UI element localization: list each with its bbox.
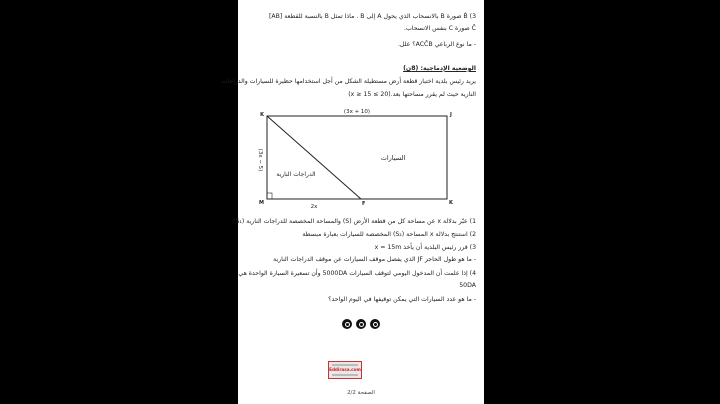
- question-1: 1) عبّر بدلالة x عن مساحة كل من قطعة الأرض (S) والمساحة المخصصة للدراجات النارية (S₁): [233, 218, 476, 225]
- site-stamp: [328, 361, 362, 379]
- divider-line: [267, 116, 361, 199]
- q3-line-2: Ĉ صورة C بنفس الانسحاب.: [404, 25, 476, 32]
- situation-title: الوضعية الإدماجية: (8ن): [403, 65, 476, 72]
- point-top-left: K: [260, 112, 264, 118]
- parking-diagram: [238, 108, 484, 213]
- question-3-sub: - ما هو طول الحاجز JF الذي يفصل موقف السيارات عن موقف الدراجات النارية: [273, 256, 476, 263]
- lot-rectangle: [267, 116, 447, 199]
- ornament-dot: [342, 319, 352, 329]
- stamp-text: Eddirasa.com: [329, 367, 361, 372]
- separator-ornament: [342, 319, 380, 329]
- question-4-price: 50DA: [459, 282, 476, 289]
- left-dimension: (3x − 5): [257, 148, 263, 172]
- point-top-right: J: [450, 112, 452, 118]
- point-bottom-right: K: [449, 200, 453, 206]
- point-bottom-mid: F: [362, 201, 366, 207]
- cars-area-label: السيارات: [380, 154, 406, 162]
- situation-intro-line-2: النارية حيث لم يقرر مساحتها بعد.(20 ≥ x ≥ 15): [348, 91, 476, 98]
- right-angle-mark: [267, 193, 272, 199]
- q3-line-3: - ما نوع الرباعي ACĈB؟ علل.: [397, 41, 476, 48]
- document-page: [221, 0, 484, 404]
- situation-intro-line-1: يريد رئيس بلدية اختبار قطعة أرض مستطيلة الشكل من أجل استخدامها حظيرة للسيارات والدراجات: [221, 78, 476, 85]
- ornament-dot: [370, 319, 380, 329]
- q3-line-1: 3) B̂ صورة B بالانسحاب الذي يحول A إلى B . ماذا تمثل B بالنسبة للقطعة [AB]: [268, 13, 476, 20]
- question-2: 2) استنتج بدلالة x المساحة (S₂) المخصصة للسيارات بعبارة مبسطة: [302, 231, 476, 238]
- bottom-dimension: 2x: [310, 204, 318, 210]
- question-4: 4) إذا علمت أن المدخول اليومي لتوقف السيارات 5000DA وأن تسعيرة السيارة الواحدة هي: [238, 270, 476, 277]
- ornament-dot: [356, 319, 366, 329]
- question-4-sub: - ما هو عدد السيارات التي يمكن توقيفها في اليوم الواحد؟: [328, 296, 476, 303]
- bikes-area-label: الدراجات النارية: [276, 171, 316, 178]
- page-footer: الصفحة 2/2: [347, 390, 375, 396]
- point-bottom-left: M: [259, 200, 264, 206]
- question-3: 3) قرر رئيس البلدية أن يأخذ x = 15m: [374, 244, 476, 251]
- top-dimension: (3x + 10): [343, 109, 371, 115]
